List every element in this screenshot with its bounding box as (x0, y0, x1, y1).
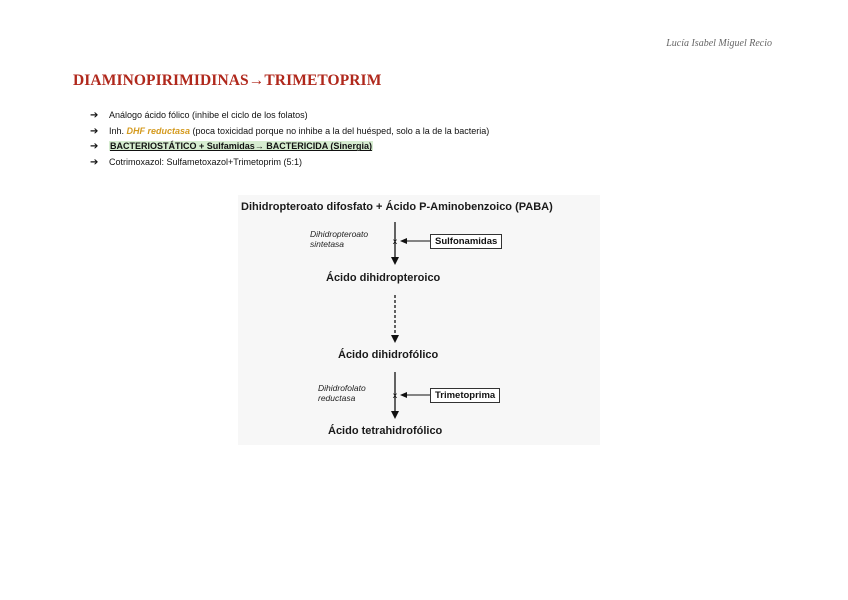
product-label: Ácido dihidropteroico (326, 272, 441, 284)
arrow-bullet-icon: ➔ (90, 110, 99, 121)
author-name: Lucía Isabel Miguel Recio (666, 38, 772, 49)
product-label: Ácido dihidrofólico (338, 349, 439, 361)
enzyme-label: Dihidropteroato sintetasa (310, 229, 369, 249)
substrates-label: Dihidropteroato difosfato + Ácido P-Aminobenzoico (PABA) (241, 201, 553, 213)
bullet-text: (poca toxicidad porque no inhibe a la del huésped, solo a la de la bacteria) (190, 125, 490, 136)
bullet-item (90, 108, 489, 124)
folate-pathway-diagram (238, 195, 600, 445)
bullet-list (90, 108, 489, 171)
arrow-bullet-icon: ➔ (90, 125, 99, 137)
bullet-item (90, 139, 489, 155)
pathway-arrows (238, 195, 600, 445)
page-title: DIAMINOPIRIMIDINAS→TRIMETOPRIM (73, 72, 382, 89)
trimetoprima-box: Trimetoprima (430, 388, 500, 403)
enzyme-label: Dihidrofolato reductasa (318, 383, 366, 403)
bullet-text: Análogo ácido fólico (inhibe el ciclo de los folatos) (109, 110, 308, 120)
bullet-item (90, 155, 489, 171)
dhf-reductasa-emphasis: DHF reductasa (126, 125, 191, 136)
bullet-item (90, 124, 489, 140)
product-label: Ácido tetrahidrofólico (328, 425, 443, 437)
bullet-text: Cotrimoxazol: Sulfametoxazol+Trimetoprim (5:1) (109, 157, 302, 168)
highlighted-bullet-text: BACTERIOSTÁTICO + Sulfamidas→ BACTERICIDA (Sinergia) (110, 141, 372, 152)
svg-text:x: x (392, 391, 398, 400)
bullet-prefix: Inh. (109, 125, 127, 136)
arrow-bullet-icon: ➔ (90, 141, 99, 153)
svg-text:x: x (392, 237, 398, 246)
arrow-bullet-icon: ➔ (90, 157, 99, 169)
sulfonamidas-box: Sulfonamidas (430, 234, 502, 249)
